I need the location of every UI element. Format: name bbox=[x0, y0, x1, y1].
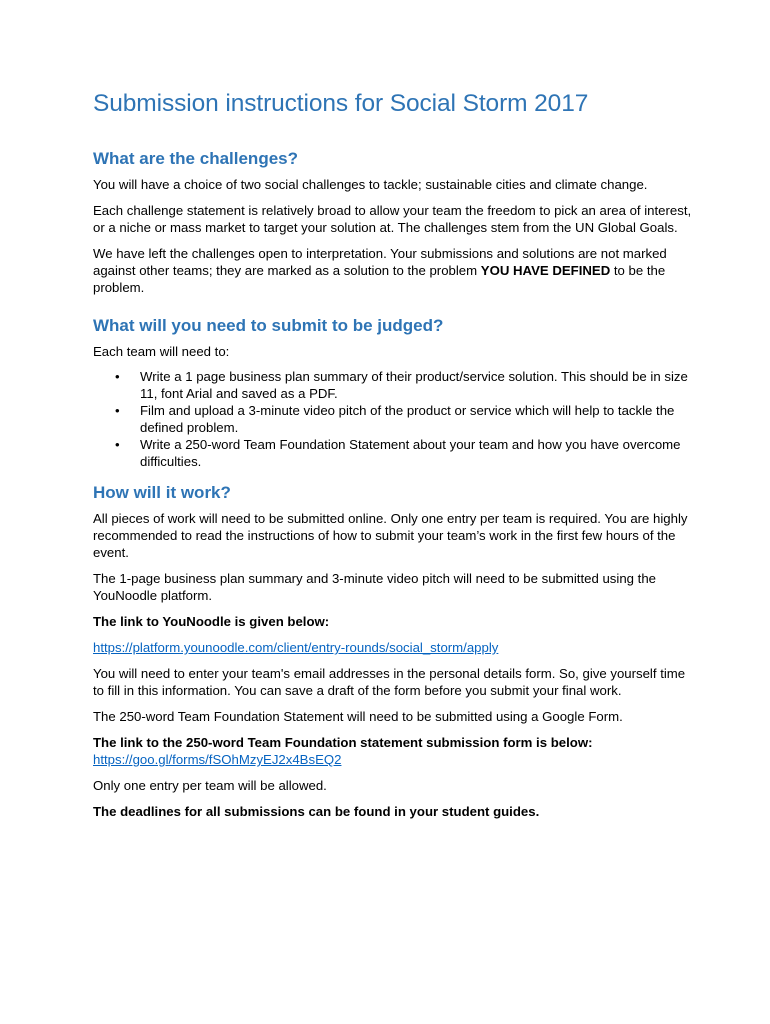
challenges-paragraph-3 bbox=[93, 245, 693, 296]
bullet-icon: • bbox=[115, 369, 120, 384]
how-paragraph-1: All pieces of work will need to be submitted online. Only one entry per team is required. You are highly recommended to read the instructions of how to submit your team’s work in the first few hours of the event. bbox=[93, 511, 688, 560]
challenges-paragraph-1: You will have a choice of two social challenges to tackle; sustainable cities and climate change. bbox=[93, 177, 648, 192]
younoodle-label: The link to YouNoodle is given below: bbox=[93, 614, 330, 629]
list-item-text: Write a 250-word Team Foundation Statement about your team and how you have overcome difficulties. bbox=[140, 437, 681, 469]
younoodle-link-line bbox=[93, 639, 693, 656]
younoodle-link[interactable]: https://platform.younoodle.com/client/entry-rounds/social_storm/apply bbox=[93, 640, 499, 655]
challenges-emphasis: YOU HAVE DEFINED bbox=[480, 263, 611, 278]
page-title: Submission instructions for Social Storm 2017 bbox=[93, 90, 589, 117]
section-submission bbox=[93, 315, 693, 470]
bullet-icon: • bbox=[115, 437, 120, 452]
list-item bbox=[115, 368, 693, 402]
deadline-note: The deadlines for all submissions can be found in your student guides. bbox=[93, 804, 540, 819]
submission-intro: Each team will need to: bbox=[93, 344, 230, 359]
list-item-text: Write a 1 page business plan summary of their product/service solution. This should be in size 11, font Arial and saved as a PDF. bbox=[140, 369, 688, 401]
section-heading-submission: What will you need to submit to be judged? bbox=[93, 316, 444, 335]
form-link-line bbox=[93, 751, 693, 768]
challenges-paragraph-3-start: We have left the challenges open to interpretation. Your submissions and solutions are not marked against other teams; they are marked as a solution to the problem bbox=[93, 246, 667, 278]
bullet-icon: • bbox=[115, 403, 120, 418]
challenges-paragraph-3-end: to be the problem. bbox=[93, 263, 666, 295]
form-label: The link to the 250-word Team Foundation statement submission form is below: bbox=[93, 735, 593, 750]
how-paragraph-2: The 1-page business plan summary and 3-minute video pitch will need to be submitted using the YouNoodle platform. bbox=[93, 571, 656, 603]
section-how-it-works bbox=[93, 482, 693, 820]
how-paragraph-3: You will need to enter your team's email addresses in the personal details form. So, give yourself time to fill in this information. You can save a draft of the form before you submit your final work. bbox=[93, 666, 686, 698]
submission-list bbox=[93, 368, 693, 470]
how-paragraph-5: Only one entry per team will be allowed. bbox=[93, 778, 327, 793]
document-page bbox=[93, 86, 693, 829]
section-heading-how-it-works: How will it work? bbox=[93, 483, 231, 502]
challenges-paragraph-2: Each challenge statement is relatively broad to allow your team the freedom to pick an area of interest, or a niche or mass market to target your solution at. The challenges stem from the UN Global Goals. bbox=[93, 203, 692, 235]
list-item-text: Film and upload a 3-minute video pitch of the product or service which will help to tackle the defined problem. bbox=[140, 403, 675, 435]
list-item bbox=[115, 436, 693, 470]
how-paragraph-4: The 250-word Team Foundation Statement will need to be submitted using a Google Form. bbox=[93, 709, 623, 724]
list-item bbox=[115, 402, 693, 436]
section-challenges bbox=[93, 148, 693, 296]
section-heading-challenges: What are the challenges? bbox=[93, 149, 298, 168]
google-form-link[interactable]: https://goo.gl/forms/fSOhMzyEJ2x4BsEQ2 bbox=[93, 752, 342, 767]
